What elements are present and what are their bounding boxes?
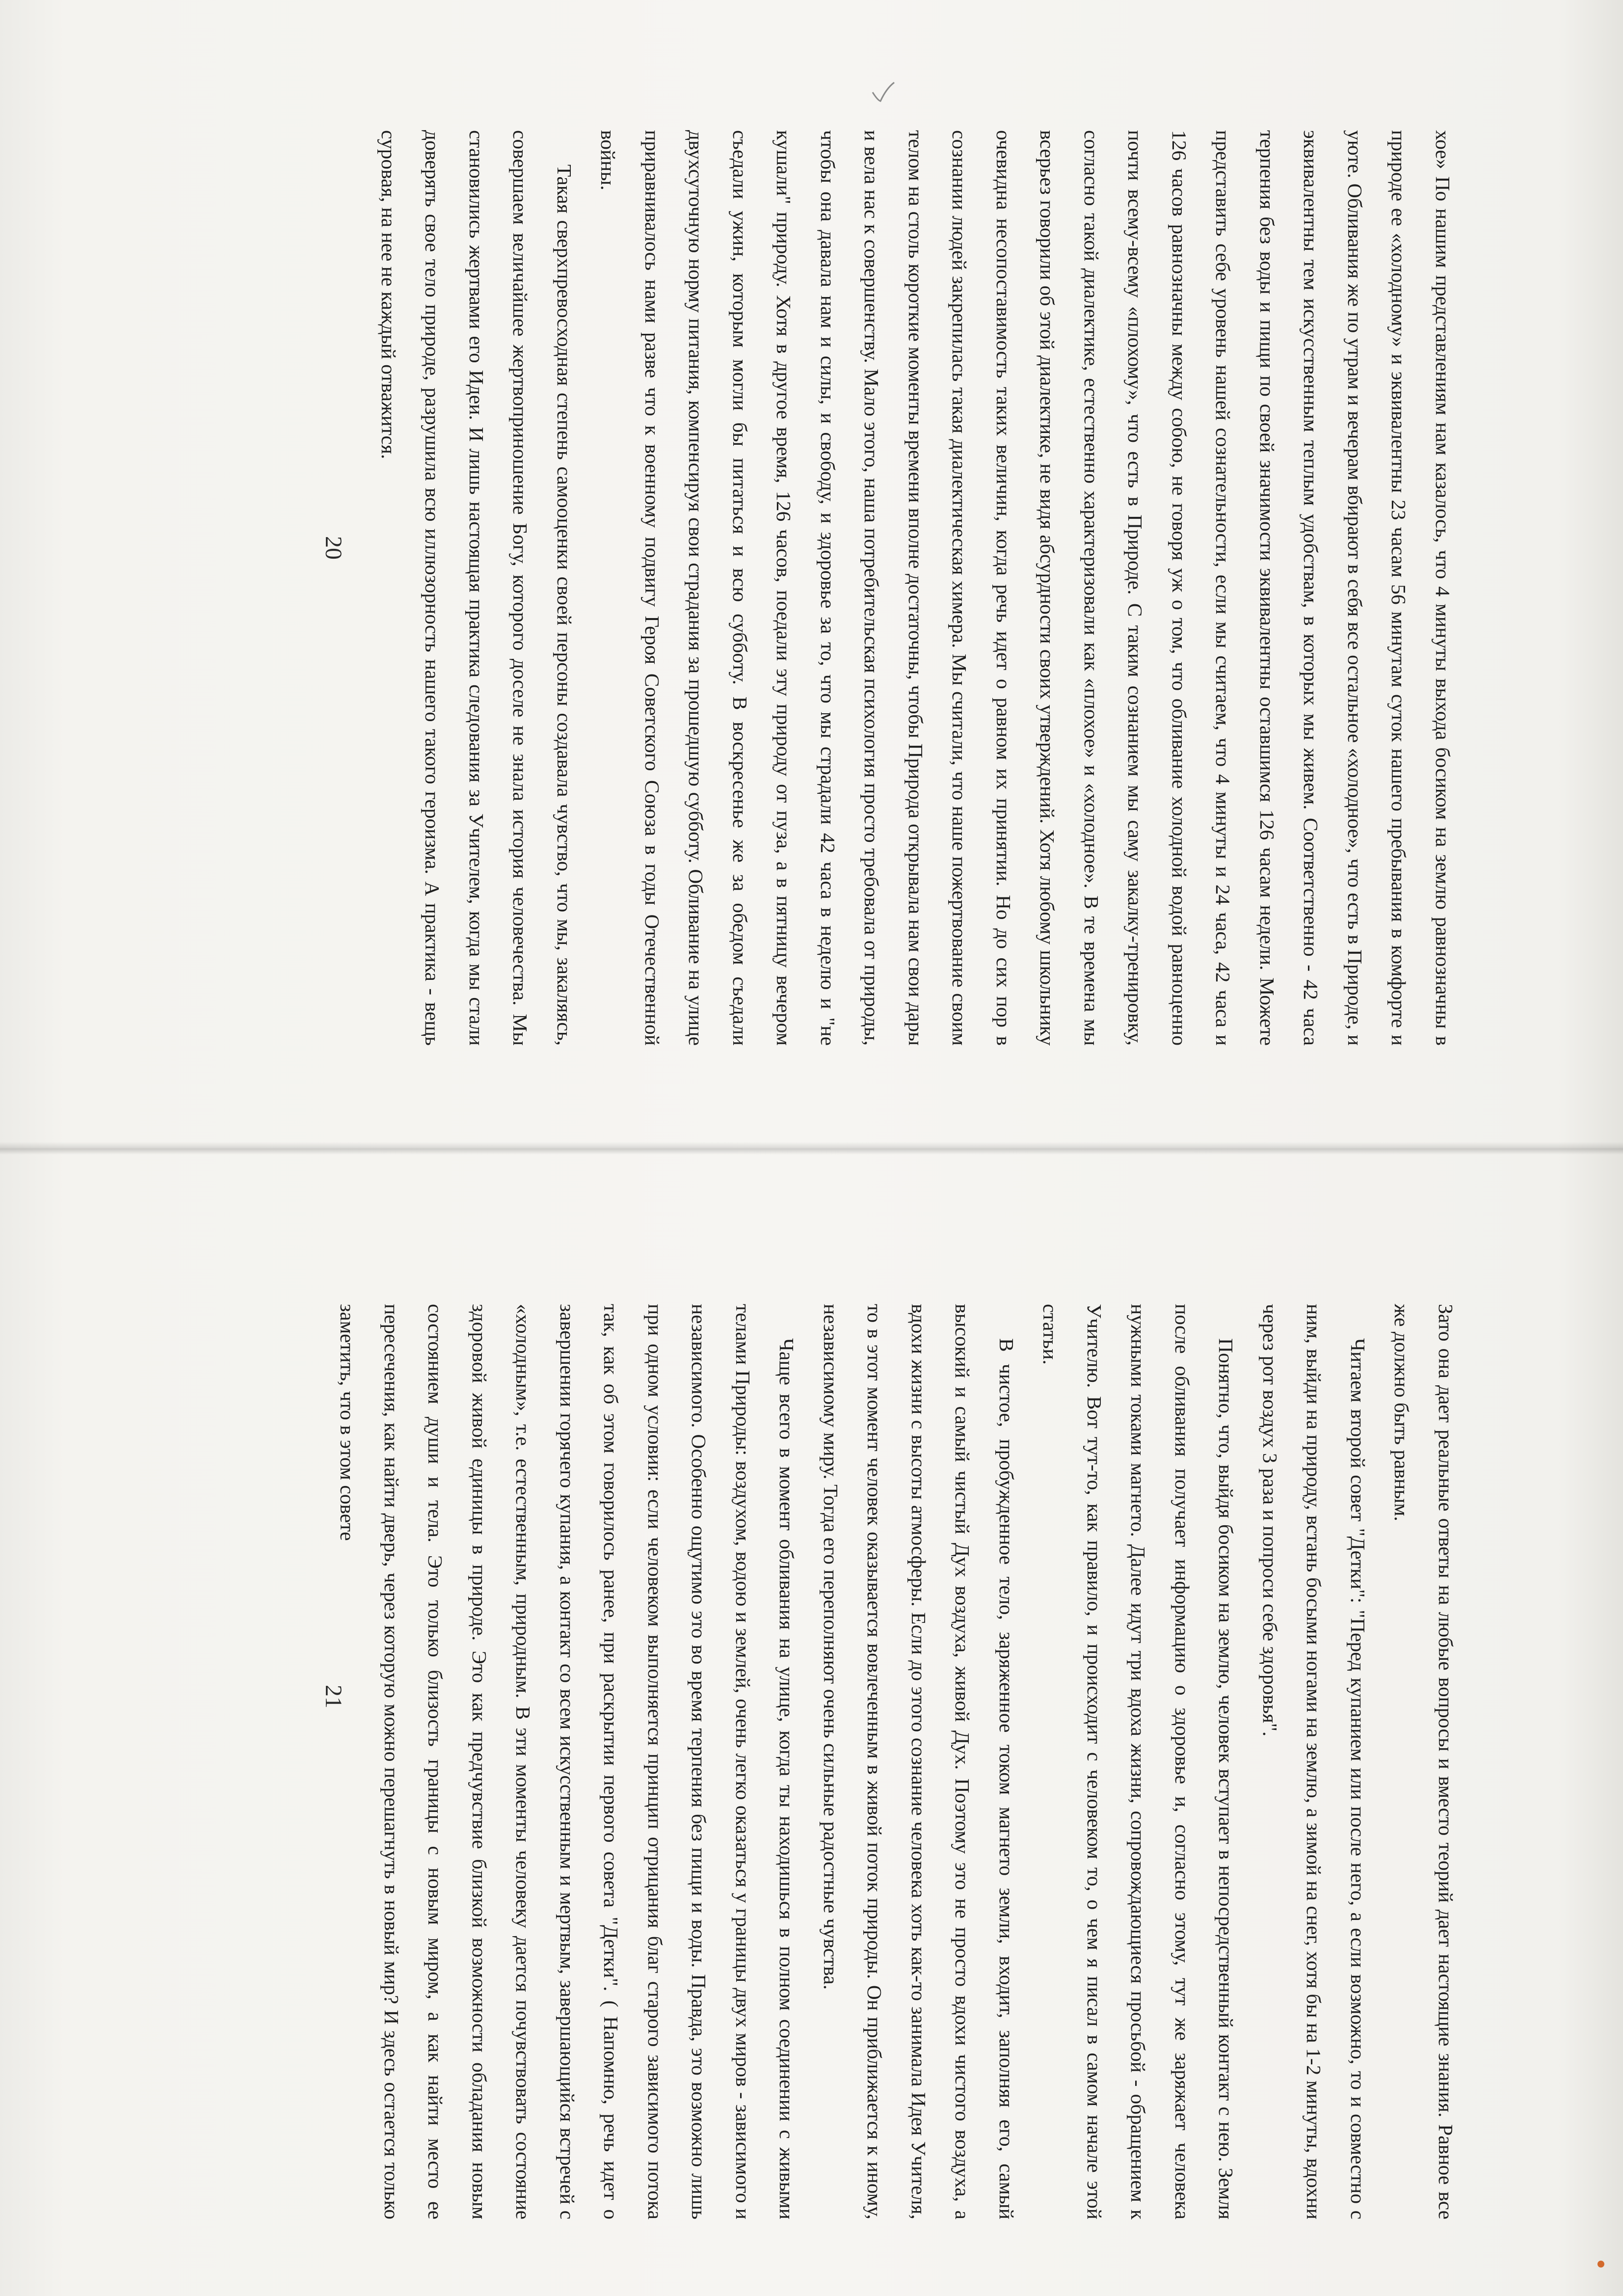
right-paragraph-2: Читаем второй совет "Детки": "Перед купанием или после него, а если возможно, то и совместно с ним, выйди на природу, встань босыми ногами на землю, а зимой на снег, хотя бы на 1-2 минуты, вдохни через рот воздух 3 раза и попроси себе здоровья". xyxy=(1259,1304,1369,2219)
right-paragraph-5: Чаще всего в момент обливания на улице, когда ты находишься в полном соединении с живыми телами Природы: воздухом, водою и землей, очень легко оказаться у границы двух миров - зависимого и независимого. Особенно ощутимо это во время терпения без пищи и воды. Правда, это возможно лишь при одном условии: если человеком выполняется принцип отрицания благ старого зависимого потока так, как об этом говорилось ранее, при раскрытии первого совета "Детки". ( Напомню, речь идет о завершении горячего купания, а контакт со всем искусственным и мертвым, завершающийся встречей с «холодным», т.е. естественным, природным. В эти моменты человеку дается почувствовать состояние здоровой живой единицы в природе. Это как предчувствие близкой возможности обладания новым состоянием души и тела. Это только близость границы с новым миром, а как найти место ее пересечения, как найти дверь, через которую можно перешагнуть в новый мир? И здесь остается только заметить, что в этом совете xyxy=(336,1304,798,2219)
right-paragraph-1: Зато она дает реальные ответы на любые вопросы и вместо теорий дает настоящие знания. Равное все же должно быть равным. xyxy=(1390,1304,1457,2219)
right-paragraph-4: В чистое, пробужденное тело, заряженное током магнето земли, входит, заполняя его, самый высокий и самый чистый Дух воздуха, живой Дух. Поэтому это не просто вдохи чистого воздуха, а вдохи жизни с высоты атмосферы. Если до этого сознание человека хоть как-то занимала Идея Учителя, то в этот момент человек оказывается вовлеченным в живой поток природы. Он приближается к иному, независимому миру. Тогда его переполняют очень сильные радостные чувства. xyxy=(820,1304,1018,2219)
left-paragraph-2: Такая сверхпревосходная степень самооценки своей персоны создавала чувство, что мы, закаляясь, совершаем величайшее жертвоприношение Богу, которого доселе не знала история человечества. Мы становились жертвами его Идеи. И лишь настоящая практика следования за Учителем, когда мы стали доверять свое тело природе, разрушила всю иллюзорность нашего такого героизма. А практика - вещь суровая, на нее не каждый отважится. xyxy=(377,130,576,1046)
right-paragraph-3: Понятно, что, выйдя босиком на землю, человек вступает в непосредственный контакт с нею. Земля после обливания получает информацию о здоровье и, согласно этому, тут же заряжает человека нужными токами магнето. Далее идут три вдоха жизни, сопровождающиеся просьбой - обращением к Учителю. Вот тут-то, как правило, и происходит с человеком то, о чем я писал в самом начале этой статьи. xyxy=(1039,1304,1238,2219)
pencil-check-mark xyxy=(869,79,898,108)
left-paragraph-1: хое» По нашим представлениям нам казалось, что 4 минуты выхода босиком на землю равнозначны в природе ее «холодному» и эквивалентны 23 часам 56 минутам суток нашего пребывания в комфорте и уюте. Обливания же по утрам и вечерам вбирают в себя все остальное «холодное», что есть в Природе, и эквивалентны тем искусственным теплым удобствам, в которых мы живем. Соответственно - 42 часа терпения без воды и пищи по своей значимости эквивалентны оставшимся 126 часам недели. Можете представить себе уровень нашей сознательности, если мы считаем, что 4 минуты и 24 часа, 42 часа и 126 часов равнозначны между собою, не говоря уж о том, что обливание холодной водой равноценно почти всему-всему «плохому», что есть в Природе. С таким сознанием мы саму закалку-тренировку, согласно такой диалектике, естественно характеризовали как «плохое» и «холодное». В те времена мы всерьез говорили об этой диалектике, не видя абсурдности своих утверждений. Хотя любому школьнику очевидна несопоставимость таких величин, когда речь идет о равном их принятии. Но до сих пор в сознании людей закрепилась такая диалектическая химера. Мы считали, что наше пожертвование своим телом на столь короткие моменты времени вполне достаточны, чтобы Природа открывала нам свои дары и вела нас к совершенству. Мало этого, наша потребительская психология просто требовала от природы, чтобы она давала нам и силы, и свободу, и здоровье за то, что мы страдали 42 часа в неделю и "не кушали" природу. Хотя в другое время, 126 часов, поедали эту природу от пуза, а в пятницу вечером съедали ужин, которым могли бы питаться и всю субботу. В воскресенье же за обедом съедали двухсуточную норму питания, компенсируя свои страдания за прошедшую субботу. Обливание на улице приравнивалось нами разве что к военному подвигу Героя Советского Союза в годы Отечественной войны. xyxy=(597,130,1454,1046)
left-page-text xyxy=(367,130,1465,1046)
right-page-text xyxy=(325,1304,1467,2219)
right-page xyxy=(0,1148,1623,2296)
page-number-left: 20 xyxy=(320,536,346,560)
ink-dot xyxy=(1595,2258,1607,2270)
page-number-right: 21 xyxy=(320,1685,346,1708)
